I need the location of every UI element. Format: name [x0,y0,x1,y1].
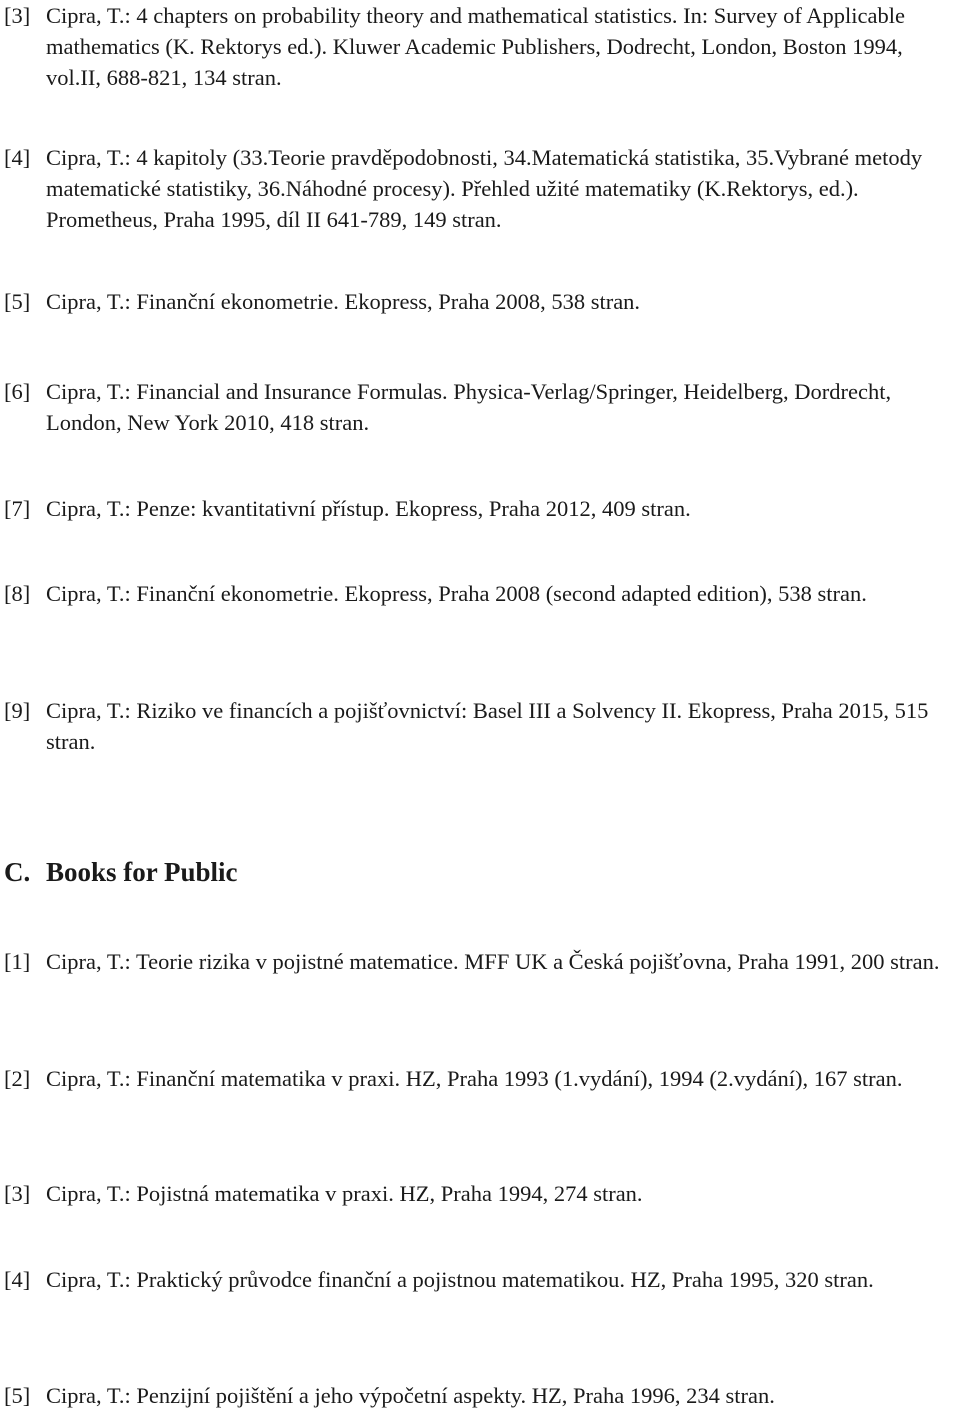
reference-text: Cipra, T.: Finanční ekonometrie. Ekopress, Praha 2008 (second adapted edition), 538 stran. [46,581,867,606]
reference-item [4,1264,956,1295]
reference-item [4,0,956,93]
reference-text: Cipra, T.: Penzijní pojištění a jeho výpočetní aspekty. HZ, Praha 1996, 234 stran. [46,1383,775,1408]
reference-item [4,286,956,317]
reference-text: Cipra, T.: 4 chapters on probability theory and mathematical statistics. In: Survey of Applicable mathematics (K. Rektorys ed.). Kluwer Academic Publishers, Dodrecht, London, Boston 1994, vol.II, 688-821, 134 stran. [46,3,905,90]
reference-number: [4] [4,145,31,170]
reference-item [4,578,956,609]
reference-number: [8] [4,581,31,606]
reference-item [4,695,956,757]
reference-item [4,493,956,524]
reference-number: [5] [4,289,31,314]
section-letter: C. [4,857,31,887]
reference-text: Cipra, T.: Pojistná matematika v praxi. HZ, Praha 1994, 274 stran. [46,1181,643,1206]
reference-text: Cipra, T.: Praktický průvodce finanční a pojistnou matematikou. HZ, Praha 1995, 320 stran. [46,1267,874,1292]
reference-number: [3] [4,1181,31,1206]
reference-text: Cipra, T.: Finanční ekonometrie. Ekopress, Praha 2008, 538 stran. [46,289,641,314]
reference-item [4,1178,956,1209]
reference-number: [6] [4,379,31,404]
section-heading [4,855,238,889]
reference-item [4,1063,956,1094]
reference-text: Cipra, T.: Penze: kvantitativní přístup. Ekopress, Praha 2012, 409 stran. [46,496,691,521]
reference-item [4,946,956,977]
reference-number: [9] [4,698,31,723]
reference-text: Cipra, T.: 4 kapitoly (33.Teorie pravděpodobnosti, 34.Matematická statistika, 35.Vybrané metody matematické statistiky, 36.Náhodné procesy). Přehled užité matematiky (K.Rektorys, ed.). Prometheus, Praha 1995, díl II 641-789, 149 stran. [46,145,923,232]
reference-text: Cipra, T.: Teorie rizika v pojistné matematice. MFF UK a Česká pojišťovna, Praha 1991, 200 stran. [46,949,940,974]
reference-text: Cipra, T.: Riziko ve financích a pojišťovnictví: Basel III a Solvency II. Ekopress, Praha 2015, 515 stran. [46,698,929,754]
reference-number: [5] [4,1383,31,1408]
reference-item [4,376,956,438]
reference-number: [3] [4,3,31,28]
section-title: Books for Public [46,857,238,887]
reference-item [4,1380,956,1411]
reference-number: [1] [4,949,31,974]
reference-item [4,142,956,235]
reference-number: [2] [4,1066,31,1091]
reference-number: [4] [4,1267,31,1292]
reference-number: [7] [4,496,31,521]
reference-text: Cipra, T.: Financial and Insurance Formulas. Physica-Verlag/Springer, Heidelberg, Dordrecht, London, New York 2010, 418 stran. [46,379,892,435]
reference-text: Cipra, T.: Finanční matematika v praxi. HZ, Praha 1993 (1.vydání), 1994 (2.vydání), 167 stran. [46,1066,903,1091]
